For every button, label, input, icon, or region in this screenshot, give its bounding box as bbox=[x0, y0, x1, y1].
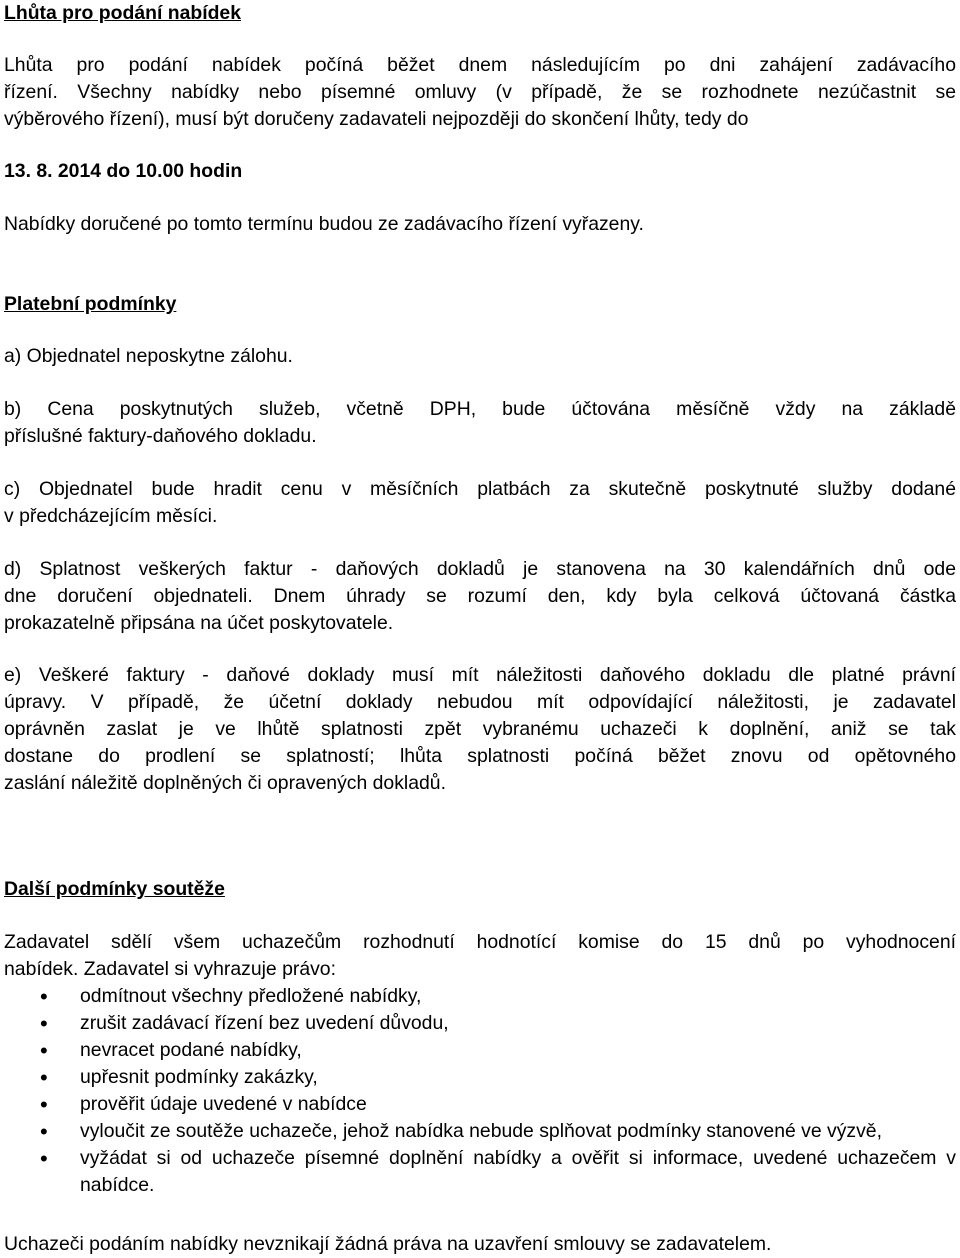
other-intro-line-2: nabídek. Zadavatel si vyhrazuje právo: bbox=[4, 958, 336, 980]
deadline-paragraph-line-1: Lhůta pro podání nabídek počíná běžet dnem následujícím po dni zahájení zadávacího bbox=[4, 54, 956, 76]
deadline-heading: Lhůta pro podání nabídek bbox=[4, 2, 241, 24]
payment-item-e-line-4: dostane do prodlení se splatností; lhůta splatnosti počíná běžet znovu od opětovného bbox=[4, 745, 956, 767]
list-item: • prověřit údaje uvedené v nabídce bbox=[4, 1091, 956, 1118]
payment-item-b-line-2: příslušné faktury-daňového dokladu. bbox=[4, 425, 317, 447]
deadline-paragraph-line-3: výběrového řízení), musí být doručeny zadavateli nejpozději do skončení lhůty, tedy do bbox=[4, 108, 749, 130]
payment-item-e-line-1: e) Veškeré faktury - daňové doklady musí mít náležitosti daňového dokladu dle platné právní bbox=[4, 664, 956, 686]
other-conditions-heading: Další podmínky soutěže bbox=[4, 878, 225, 900]
list-item: • odmítnout všechny předložené nabídky, bbox=[4, 983, 956, 1010]
list-item: • nevracet podané nabídky, bbox=[4, 1037, 956, 1064]
payment-item-b-line-1: b) Cena poskytnutých služeb, včetně DPH, bude účtována měsíčně vždy na základě bbox=[4, 398, 956, 420]
payment-heading: Platební podmínky bbox=[4, 293, 177, 315]
list-item: • upřesnit podmínky zakázky, bbox=[4, 1064, 956, 1091]
deadline-date: 13. 8. 2014 do 10.00 hodin bbox=[4, 160, 243, 182]
other-intro-line-1: Zadavatel sdělí všem uchazečům rozhodnutí hodnotící komise do 15 dnů po vyhodnocení bbox=[4, 931, 956, 953]
closing-statement: Uchazeči podáním nabídky nevznikají žádná práva na uzavření smlouvy se zadavatelem. bbox=[4, 1233, 772, 1255]
payment-item-e-line-2: úpravy. V případě, že účetní doklady nebudou mít odpovídající náležitosti, je zadavatel bbox=[4, 691, 956, 713]
payment-item-c-line-1: c) Objednatel bude hradit cenu v měsíčních platbách za skutečně poskytnuté služby dodané bbox=[4, 478, 956, 500]
payment-item-e-line-5: zaslání náležitě doplněných či opravených dokladů. bbox=[4, 772, 446, 794]
payment-item-a: a) Objednatel neposkytne zálohu. bbox=[4, 345, 293, 367]
list-item: • zrušit zadávací řízení bez uvedení důvodu, bbox=[4, 1010, 956, 1037]
list-item: • vyloučit ze soutěže uchazeče, jehož nabídka nebude splňovat podmínky stanovené ve výzvě, bbox=[4, 1118, 956, 1145]
payment-item-e-line-3: oprávněn zaslat je ve lhůtě splatnosti zpět vybranému uchazeči k doplnění, aniž se tak bbox=[4, 718, 956, 740]
deadline-paragraph-line-2: řízení. Všechny nabídky nebo písemné omluvy (v případě, že se rozhodnete nezúčastnit se bbox=[4, 81, 956, 103]
list-item: • vyžádat si od uchazeče písemné doplnění nabídky a ověřit si informace, uvedené uchazečem v nabídce. bbox=[4, 1145, 956, 1199]
reserved-rights-list bbox=[4, 983, 956, 1199]
deadline-rejection-note: Nabídky doručené po tomto termínu budou ze zadávacího řízení vyřazeny. bbox=[4, 213, 644, 235]
payment-item-c-line-2: v předcházejícím měsíci. bbox=[4, 505, 218, 527]
payment-item-d-line-3: prokazatelně připsána na účet poskytovatele. bbox=[4, 612, 394, 634]
payment-item-d-line-1: d) Splatnost veškerých faktur - daňových dokladů je stanovena na 30 kalendářních dnů ode bbox=[4, 558, 956, 580]
payment-item-d-line-2: dne doručení objednateli. Dnem úhrady se rozumí den, kdy byla celková účtovaná částka bbox=[4, 585, 956, 607]
